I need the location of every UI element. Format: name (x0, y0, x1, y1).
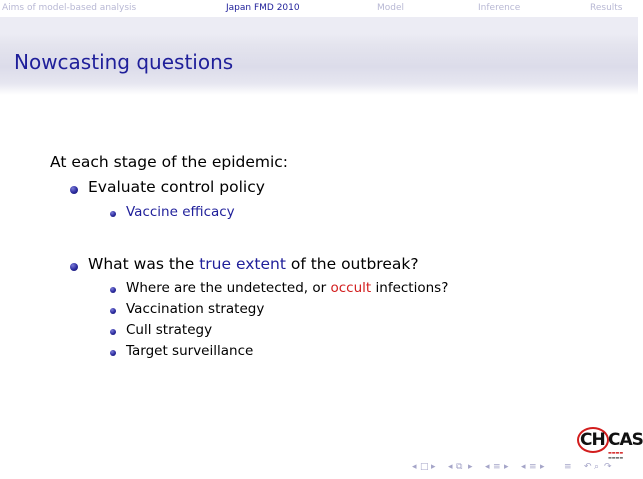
frame-icon[interactable]: ⧉ (456, 462, 463, 472)
nav-section-results[interactable]: Results (590, 3, 623, 13)
section-next-icon[interactable]: ▸ (540, 462, 545, 472)
logo-subtitle2-icon: ▬▬▬▬ (608, 455, 624, 460)
item-true-extent-prefix: What was the (88, 255, 200, 273)
occult-highlight: occult (330, 280, 372, 296)
nav-section-inference[interactable]: Inference (478, 3, 521, 13)
bullet-icon (110, 350, 116, 356)
back-icon[interactable]: ↶ (584, 462, 592, 472)
bullet-icon (70, 263, 78, 271)
forward-icon[interactable]: ↷ (604, 462, 612, 472)
section-icon[interactable]: ≡ (529, 462, 537, 472)
frame-next-icon[interactable]: ▸ (468, 462, 473, 472)
bullet-icon (110, 287, 116, 293)
logo-subtitle-icon: ▬▬▬▬ (608, 450, 624, 455)
chicas-logo (580, 428, 643, 462)
bullet-icon (110, 329, 116, 335)
sub-item-vaccine-efficacy: Vaccine efficacy (126, 204, 235, 220)
item-true-extent-suffix: of the outbreak? (285, 255, 419, 273)
sub-item-cull-strategy: Cull strategy (126, 322, 213, 338)
sub-item-target-surveillance: Target surveillance (126, 343, 254, 359)
beamer-navigation-symbols (412, 462, 638, 474)
sub-item-occult (126, 280, 448, 296)
item-true-extent (88, 255, 419, 273)
intro-text: At each stage of the epidemic: (50, 153, 289, 171)
logo-ch-text: CH (580, 430, 605, 450)
bullet-icon (70, 186, 78, 194)
frame-title: Nowcasting questions (14, 50, 234, 74)
item-evaluate-control: Evaluate control policy (88, 178, 265, 196)
true-extent-highlight: true extent (199, 255, 286, 273)
subsection-prev-icon[interactable]: ◂ (485, 462, 490, 472)
search-icon[interactable]: ⌕ (594, 462, 600, 472)
slide-next-icon[interactable]: ▸ (431, 462, 436, 472)
sub-item-occult-prefix: Where are the undetected, or (126, 280, 331, 296)
slide-prev-icon[interactable]: ◂ (412, 462, 417, 472)
bullet-icon (110, 211, 116, 217)
subsection-next-icon[interactable]: ▸ (504, 462, 509, 472)
slide-icon[interactable]: □ (420, 462, 429, 472)
section-prev-icon[interactable]: ◂ (521, 462, 526, 472)
nav-section-japan-fmd[interactable]: Japan FMD 2010 (226, 3, 300, 13)
nav-section-aims[interactable]: Aims of model-based analysis (2, 3, 137, 13)
bullet-icon (110, 308, 116, 314)
subsection-icon[interactable]: ≡ (493, 462, 501, 472)
align-icon[interactable]: ≡ (564, 462, 572, 472)
sub-item-vaccination-strategy: Vaccination strategy (126, 301, 265, 317)
nav-section-model[interactable]: Model (377, 3, 405, 13)
logo-cas-text: CAS (608, 430, 643, 450)
sub-item-occult-suffix: infections? (371, 280, 449, 296)
frame-prev-icon[interactable]: ◂ (448, 462, 453, 472)
